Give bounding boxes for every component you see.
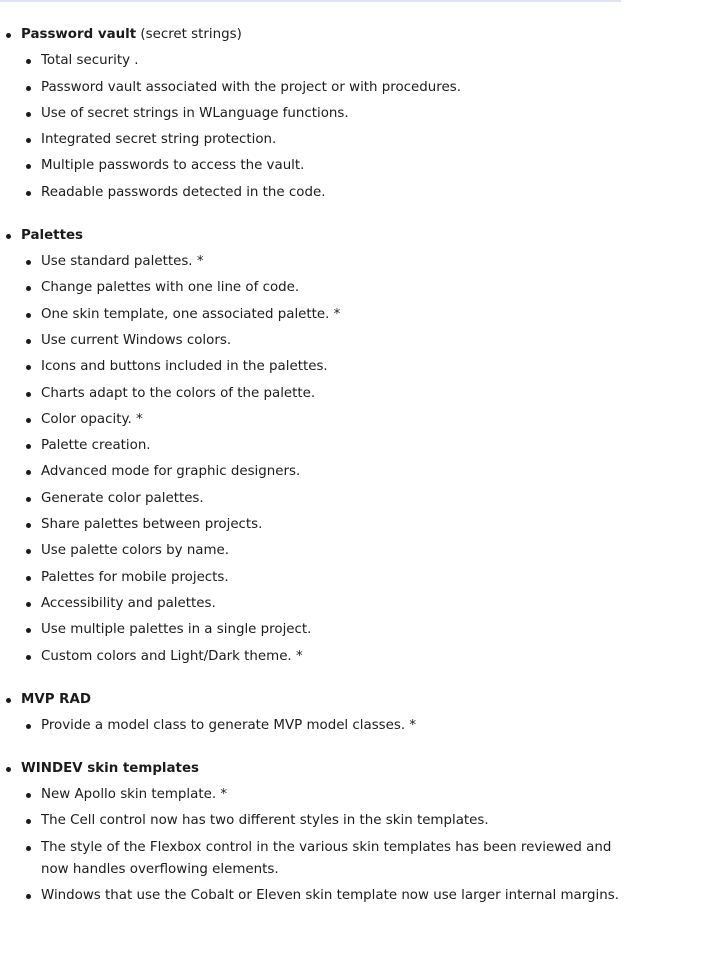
list-item-text: Use multiple palettes in a single project. <box>41 622 312 638</box>
feature-list <box>0 24 720 907</box>
bullet-icon <box>26 286 31 291</box>
bullet-icon <box>26 470 31 475</box>
list-item-text: Use of secret strings in WLanguage functions. <box>41 105 349 121</box>
bullet-icon <box>26 523 31 528</box>
section-items <box>0 251 720 667</box>
section-spacer <box>0 668 720 689</box>
list-item <box>0 784 720 806</box>
bullet-icon <box>26 628 31 633</box>
list-item <box>0 646 720 668</box>
bullet-icon <box>26 418 31 423</box>
bullet-icon <box>26 793 31 798</box>
list-item-text: Color opacity. * <box>41 411 143 427</box>
list-item-text: The Cell control now has two different styles in the skin templates. <box>41 813 489 829</box>
top-divider <box>0 0 621 2</box>
bullet-icon <box>26 191 31 196</box>
list-item <box>0 461 720 483</box>
section-heading <box>0 689 720 711</box>
section-subtitle: (secret strings) <box>136 27 242 42</box>
list-item-text: Use standard palettes. * <box>41 254 204 270</box>
list-item-text: Icons and buttons included in the palettes. <box>41 359 328 375</box>
bullet-icon <box>26 602 31 607</box>
list-item <box>0 77 720 99</box>
list-item <box>0 330 720 352</box>
list-item <box>0 155 720 177</box>
bullet-icon <box>26 138 31 143</box>
section <box>0 225 720 689</box>
bullet-icon <box>6 767 11 772</box>
list-item-text: Integrated secret string protection. <box>41 132 277 148</box>
list-item-text: Use current Windows colors. <box>41 332 232 348</box>
section <box>0 758 720 907</box>
section-items <box>0 50 720 203</box>
list-item-text: Palettes for mobile projects. <box>41 569 229 585</box>
list-item-text: Use palette colors by name. <box>41 543 230 559</box>
bullet-icon <box>26 655 31 660</box>
list-item <box>0 885 720 907</box>
list-item <box>0 103 720 125</box>
list-item-text: Custom colors and Light/Dark theme. * <box>41 648 303 664</box>
section-spacer <box>0 204 720 225</box>
bullet-icon <box>6 234 11 239</box>
section-items <box>0 715 720 737</box>
list-item-text: New Apollo skin template. * <box>41 787 228 803</box>
section-title: Password vault <box>21 27 137 42</box>
list-item-text: Generate color palettes. <box>41 490 204 506</box>
section-items <box>0 784 720 907</box>
list-item <box>0 182 720 204</box>
list-item <box>0 514 720 536</box>
bullet-icon <box>26 86 31 91</box>
list-item-text: Share palettes between projects. <box>41 517 263 533</box>
bullet-icon <box>6 698 11 703</box>
list-item <box>0 409 720 431</box>
list-item <box>0 356 720 378</box>
section <box>0 24 720 225</box>
bullet-icon <box>26 576 31 581</box>
list-item <box>0 251 720 273</box>
list-item <box>0 50 720 72</box>
section-title: MVP RAD <box>21 691 91 707</box>
list-item <box>0 129 720 151</box>
list-item <box>0 810 720 832</box>
list-item-text: Advanced mode for graphic designers. <box>41 464 301 480</box>
list-item <box>0 715 720 737</box>
section-spacer <box>0 737 720 758</box>
bullet-icon <box>26 164 31 169</box>
list-item-text: Palette creation. <box>41 438 151 454</box>
bullet-icon <box>26 549 31 554</box>
list-item-text: Charts adapt to the colors of the palette. <box>41 385 316 401</box>
bullet-icon <box>6 33 11 38</box>
bullet-icon <box>26 497 31 502</box>
list-item-text: Readable passwords detected in the code. <box>41 184 326 200</box>
bullet-icon <box>26 846 31 851</box>
list-item-text: The style of the Flexbox control in the various skin templates has been reviewed and now handles overflowing elements. <box>41 839 612 877</box>
list-item-text: Windows that use the Cobalt or Eleven skin template now use larger internal margins. <box>41 888 619 904</box>
bullet-icon <box>26 313 31 318</box>
section-heading <box>0 758 720 780</box>
bullet-icon <box>26 339 31 344</box>
list-item-text: Total security . <box>41 53 139 69</box>
list-item-text: Change palettes with one line of code. <box>41 280 300 296</box>
section-title: WINDEV skin templates <box>21 760 200 776</box>
bullet-icon <box>26 894 31 899</box>
bullet-icon <box>26 260 31 265</box>
section-heading <box>0 225 720 247</box>
bullet-icon <box>26 59 31 64</box>
bullet-icon <box>26 819 31 824</box>
list-item <box>0 435 720 457</box>
bullet-icon <box>26 392 31 397</box>
bullet-icon <box>26 724 31 729</box>
section <box>0 689 720 758</box>
list-item <box>0 277 720 299</box>
list-item-text: Accessibility and palettes. <box>41 595 216 611</box>
list-item <box>0 383 720 405</box>
bullet-icon <box>26 112 31 117</box>
list-item <box>0 488 720 510</box>
bullet-icon <box>26 444 31 449</box>
list-item <box>0 567 720 589</box>
bullet-icon <box>26 365 31 370</box>
list-item-text: Provide a model class to generate MVP model classes. * <box>41 717 417 733</box>
list-item <box>0 619 720 641</box>
list-item <box>0 540 720 562</box>
list-item-text: Password vault associated with the project or with procedures. <box>41 79 461 95</box>
section-title: Palettes <box>21 227 84 243</box>
list-item <box>0 837 720 881</box>
list-item <box>0 304 720 326</box>
list-item-text: Multiple passwords to access the vault. <box>41 158 305 174</box>
section-heading <box>0 24 720 46</box>
list-item <box>0 593 720 615</box>
list-item-text: One skin template, one associated palette. * <box>41 306 341 322</box>
